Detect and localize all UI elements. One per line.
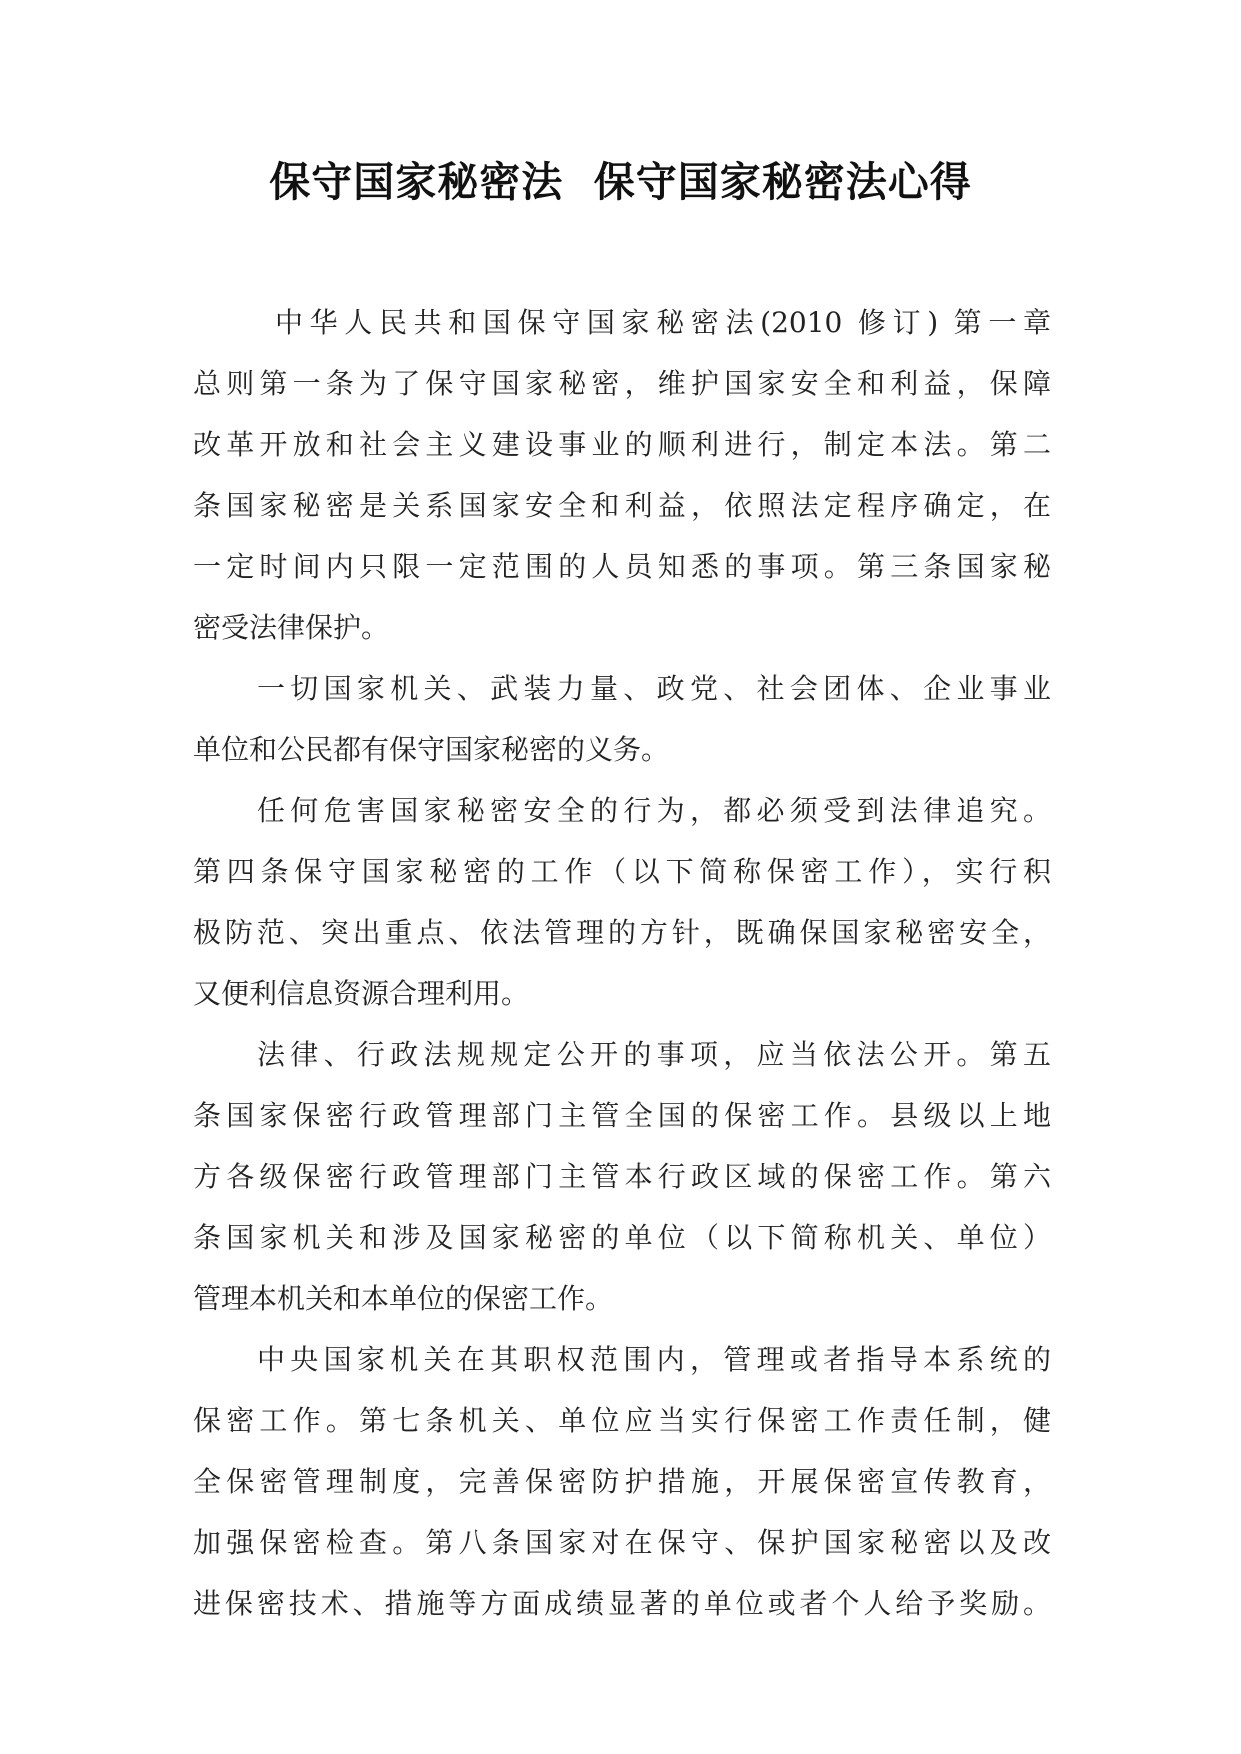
text-line: 法律、行政法规规定公开的事项，应当依法公开。第五 <box>257 1038 1051 1071</box>
text-line: 管理本机关和本单位的保密工作。 <box>193 1282 614 1315</box>
text-line: 全保密管理制度，完善保密防护措施，开展保密宣传教育， <box>193 1465 1051 1498</box>
text-line: 条国家机关和涉及国家秘密的单位（以下简称机关、单位） <box>193 1221 1051 1254</box>
document-body <box>193 292 1051 1634</box>
text-line: 中央国家机关在其职权范围内，管理或者指导本系统的 <box>257 1343 1051 1376</box>
text-line: 第四条保守国家秘密的工作（以下简称保密工作），实行积 <box>193 855 1051 888</box>
text-line: 条国家保密行政管理部门主管全国的保密工作。县级以上地 <box>193 1099 1051 1132</box>
text-line: 总则第一条为了保守国家秘密，维护国家安全和利益，保障 <box>193 367 1051 400</box>
text-line: 又便利信息资源合理利用。 <box>193 977 530 1010</box>
text-line: 一切国家机关、武装力量、政党、社会团体、企业事业 <box>257 672 1051 705</box>
text-line: 一定时间内只限一定范围的人员知悉的事项。第三条国家秘 <box>193 550 1051 583</box>
text-line: 改革开放和社会主义建设事业的顺利进行，制定本法。第二 <box>193 428 1051 461</box>
text-line: 任何危害国家秘密安全的行为，都必须受到法律追究。 <box>257 794 1051 827</box>
text-line: 方各级保密行政管理部门主管本行政区域的保密工作。第六 <box>193 1160 1051 1193</box>
text-line: 加强保密检查。第八条国家对在保守、保护国家秘密以及改 <box>193 1526 1051 1559</box>
text-line: 密受法律保护。 <box>193 611 390 644</box>
text-line: 单位和公民都有保守国家秘密的义务。 <box>193 733 670 766</box>
text-line: 极防范、突出重点、依法管理的方针，既确保国家秘密安全， <box>193 916 1051 949</box>
text-line: 中华人民共和国保守国家秘密法(2010 修订) 第一章 <box>275 306 1051 339</box>
text-line: 保密工作。第七条机关、单位应当实行保密工作责任制，健 <box>193 1404 1051 1437</box>
text-line: 进保密技术、措施等方面成绩显著的单位或者个人给予奖励。 <box>193 1587 1051 1620</box>
document-title: 保守国家秘密法 保守国家秘密法心得 <box>269 158 972 206</box>
text-line: 条国家秘密是关系国家安全和利益，依照法定程序确定，在 <box>193 489 1051 522</box>
